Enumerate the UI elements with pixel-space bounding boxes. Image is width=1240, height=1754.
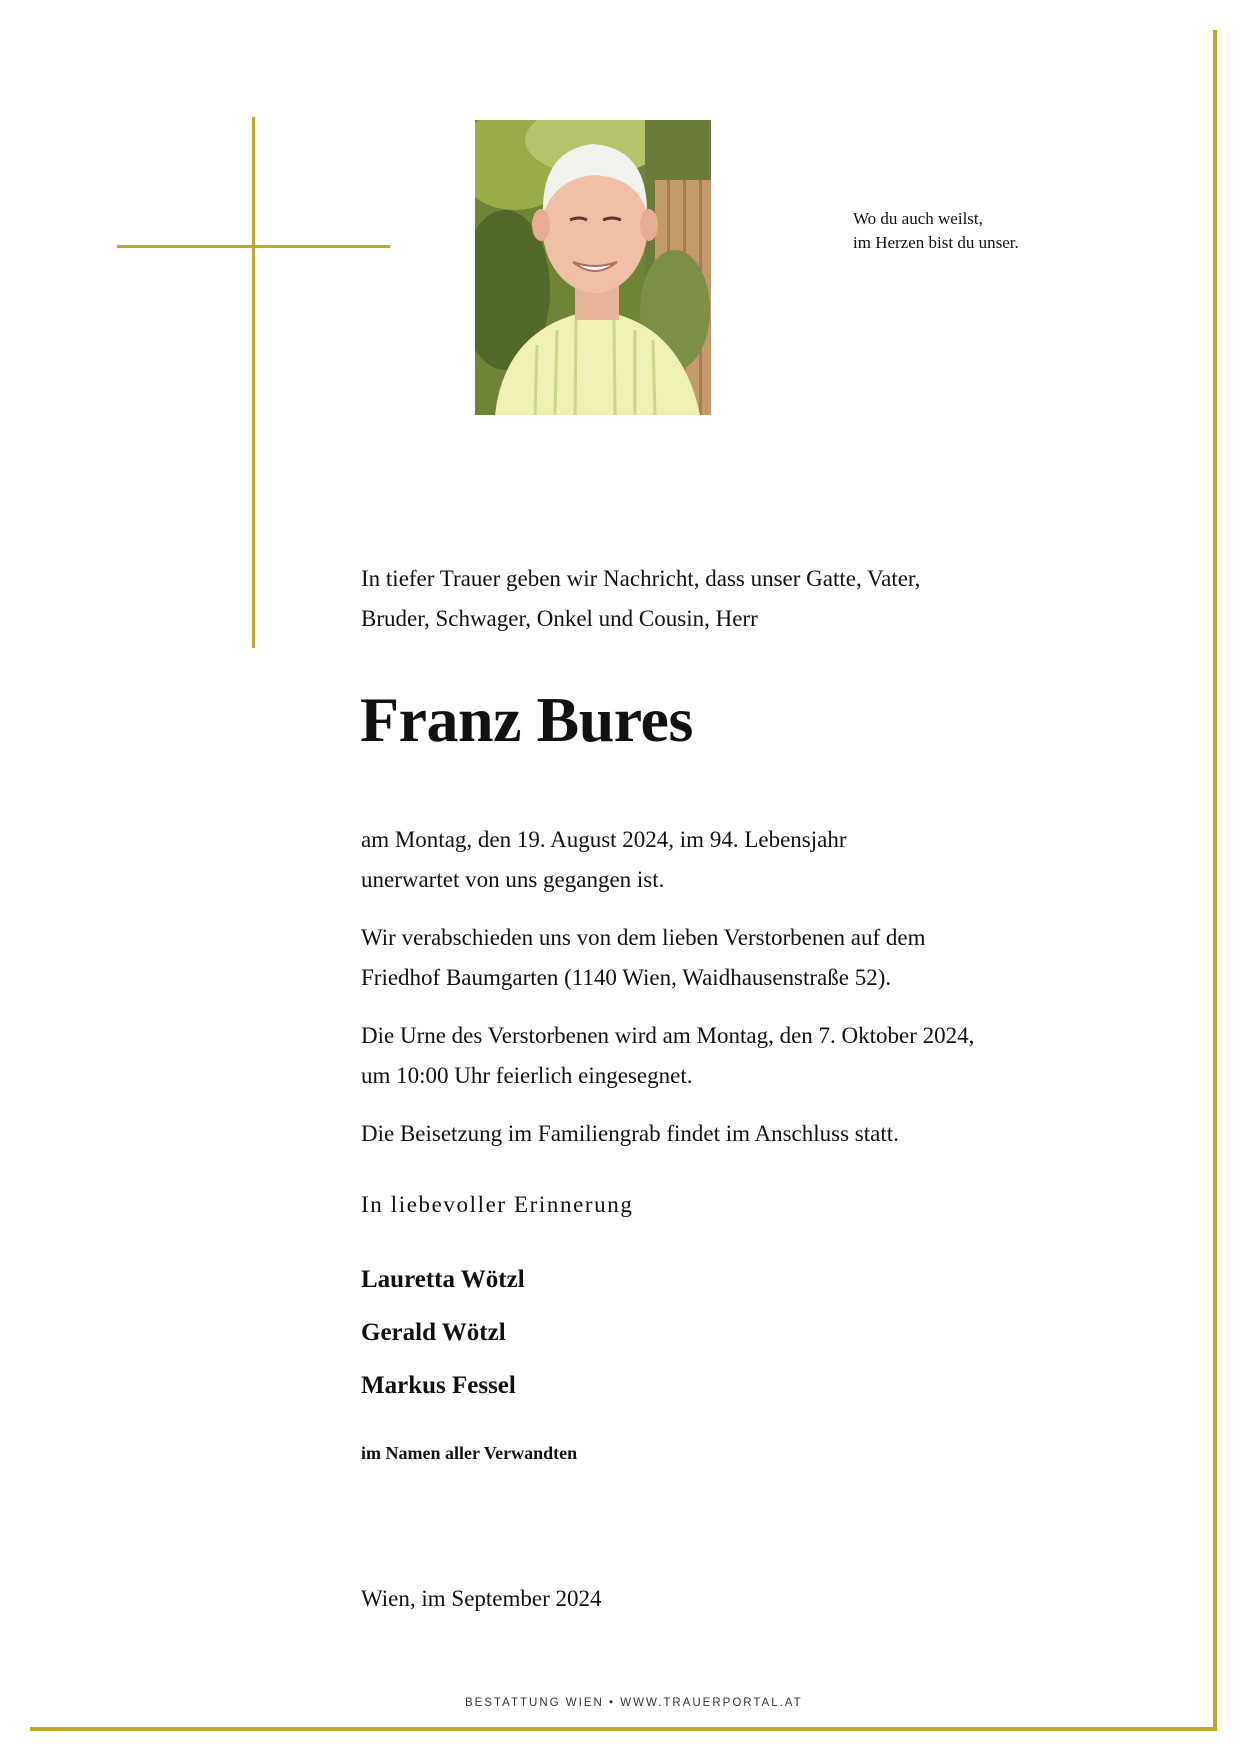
relatives-note: im Namen aller Verwandten — [361, 1443, 578, 1463]
body-p1-line-2: unerwartet von uns gegangen ist. — [361, 867, 665, 892]
frame-bottom-line — [30, 1727, 1217, 1731]
signer-name: Markus Fessel — [361, 1372, 516, 1399]
body-p2-line-2: Friedhof Baumgarten (1140 Wien, Waidhausenstraße 52). — [361, 965, 892, 990]
intro-line-1: In tiefer Trauer geben wir Nachricht, dass unser Gatte, Vater, — [361, 566, 921, 591]
signer-name: Lauretta Wötzl — [361, 1266, 525, 1293]
footer-publisher: BESTATTUNG WIEN • WWW.TRAUERPORTAL.AT — [465, 1697, 803, 1709]
portrait-photo — [475, 120, 711, 415]
signer-name: Gerald Wötzl — [361, 1319, 506, 1346]
cross-vertical-bar — [252, 117, 255, 648]
closing-remembrance: In liebevoller Erinnerung — [361, 1192, 634, 1217]
body-p4-line-1: Die Beisetzung im Familiengrab findet im Anschluss statt. — [361, 1121, 899, 1146]
motto — [853, 207, 1019, 255]
motto-line-1: Wo du auch weilst, — [853, 209, 983, 228]
deceased-name: Franz Bures — [360, 684, 693, 755]
motto-line-2: im Herzen bist du unser. — [853, 233, 1019, 252]
body-p3-line-2: um 10:00 Uhr feierlich eingesegnet. — [361, 1063, 693, 1088]
body-p2-line-1: Wir verabschieden uns von dem lieben Verstorbenen auf dem — [361, 925, 926, 950]
intro-line-2: Bruder, Schwager, Onkel und Cousin, Herr — [361, 606, 758, 631]
place-date: Wien, im September 2024 — [361, 1586, 602, 1611]
body-p1-line-1: am Montag, den 19. August 2024, im 94. Lebensjahr — [361, 827, 847, 852]
cross-horizontal-bar — [117, 245, 390, 248]
body-p3-line-1: Die Urne des Verstorbenen wird am Montag, den 7. Oktober 2024, — [361, 1023, 975, 1048]
frame-right-line — [1213, 30, 1217, 1730]
